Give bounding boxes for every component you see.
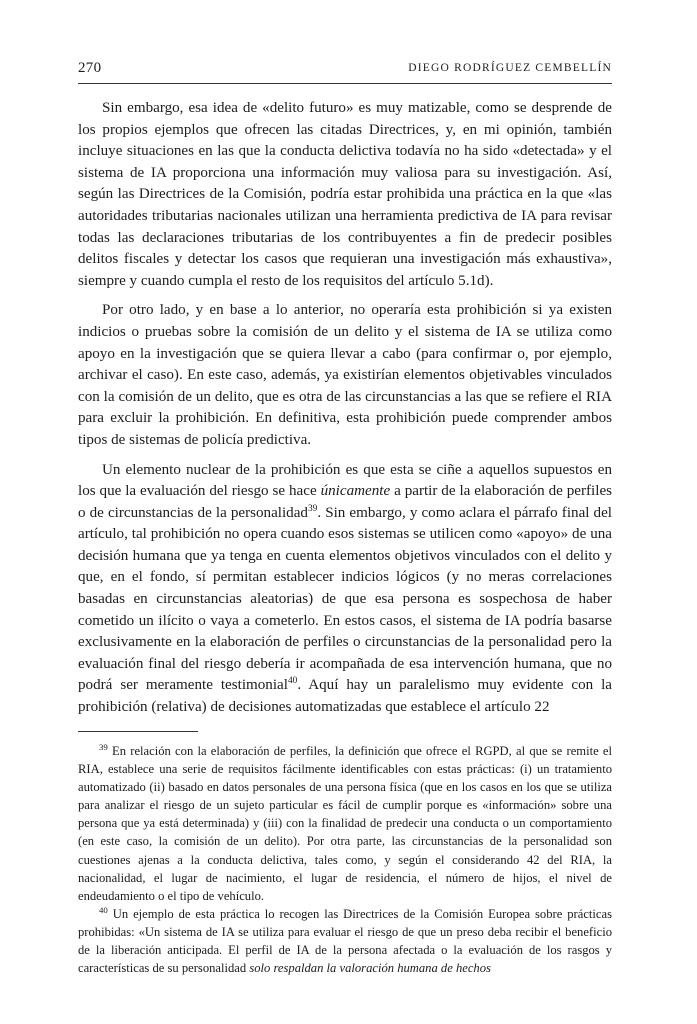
footnote-separator [78,731,198,732]
page-header [78,60,612,80]
paragraph-3-text-c: . Sin embargo, y como aclara el párrafo final del artículo, tal prohibición no opera cuando esos sistemas se utilicen como «apoyo» de una decisión humana que ya tenga en cuenta elementos objetivos vinculados con el delito y que, en el fondo, sí permitan establecer indicios lógicos (y no meras correlaciones basadas en circunstancias aleatorias) de que esa persona es sospechosa de haber cometido un ilícito o vaya a cometerlo. En estos casos, el sistema de IA podría basarse exclusivamente en la elaboración de perfiles o circunstancias de la personalidad pero la evaluación final del riesgo debería ir acompañada de esa intervención humana, que no podrá ser meramente testimonial [78,504,612,694]
paragraph-3 [78,460,612,719]
footnote-39 [78,742,612,905]
paragraph-3-text-d: . Aquí hay un paralelismo muy evidente con la prohibición (relativa) de decisiones automatizadas que establece el artículo 22 [78,677,613,716]
footnote-39-number: 39 [99,741,108,752]
header-rule [78,83,612,84]
running-head-author: DIEGO RODRÍGUEZ CEMBELLÍN [408,62,612,74]
main-text [78,98,612,719]
paragraph-1: Sin embargo, esa idea de «delito futuro» es muy matizable, como se desprende de los propios ejemplos que ofrecen las citadas Directrices, y, en mi opinión, también incluye situaciones en las que la conducta delictiva todavía no ha sido «detectada» y el sistema de IA proporciona una información muy valiosa para su investigación. Así, según las Directrices de la Comisión, podría estar prohibida una práctica en la que «las autoridades tributarias nacionales utilizan una herramienta predictiva de IA para revisar todas las declaraciones tributarias de los contribuyentes a fin de predecir posibles delitos fiscales y detectar los casos que requieran una investigación más exhaustiva», siempre y cuando cumpla el resto de los requisitos del artículo 5.1d). [78,100,612,289]
paragraph-3-text-b: a partir de la elaboración de perfiles o de circunstancias de la personalidad [78,483,613,521]
paragraph-2: Por otro lado, y en base a lo anterior, no operaría esta prohibición si ya existen indicios o pruebas sobre la comisión de un delito y el sistema de IA se utiliza como apoyo en la investigación que se quiera llevar a cabo (para confirmar o, por ejemplo, archivar el caso). En este caso, además, ya existirían elementos objetivables vinculados con la comisión de un delito, que es otra de las circunstancias a las que se refiere el RIA para excluir la prohibición. En definitiva, esta prohibición puede comprender ambos tipos de sistemas de policía predictiva. [78,302,612,448]
footnote-40-text: Un ejemplo de esta práctica lo recogen las Directrices de la Comisión Europea sobre prácticas prohibidas: «Un sistema de IA se utiliza para evaluar el riesgo de que un preso deba recibir el beneficio de la liberación anticipada. El perfil de IA de la persona afectada o la evaluación de los rasgos y características de su personalidad [78,906,612,976]
paragraph-3-text-a: Un elemento nuclear de la prohibición es que esta se ciñe a aquellos supuestos en los que la evaluación del riesgo se hace [78,461,612,500]
footnote-39-text: En relación con la elaboración de perfiles, la definición que ofrece el RGPD, al que se remite el RIA, establece una serie de requisitos fácilmente identificables con estas prácticas: (i) un tratamiento automatizado (ii) basado en datos personales de una persona física (que en los casos en los que se utiliza para analizar el riesgo de un sujeto particular es fácil de cumplir porque es «información» sobre una persona que ya está determinada) y (iii) con la finalidad de predecir una conducta o un comportamiento (en este caso, la comisión de un delito). Por otra parte, las circunstancias de la personalidad son cuestiones ajenas a la conducta delictiva, tales como, y según el considerando 42 del RIA, la nacionalidad, el lugar de nacimiento, el lugar de residencia, el número de hijos, el nivel de endeudamiento o el tipo de vehículo. [78,744,612,903]
footnote-40 [78,905,612,977]
emphasis-unicamente: únicamente [320,483,391,500]
footnote-ref-40[interactable]: 40 [287,676,298,687]
page-number: 270 [78,60,102,76]
footnote-40-number: 40 [99,904,108,915]
footnotes [78,742,612,977]
footnote-40-emphasis: solo respaldan la valoración humana de hechos [249,961,491,976]
footnote-ref-39[interactable]: 39 [307,503,318,514]
